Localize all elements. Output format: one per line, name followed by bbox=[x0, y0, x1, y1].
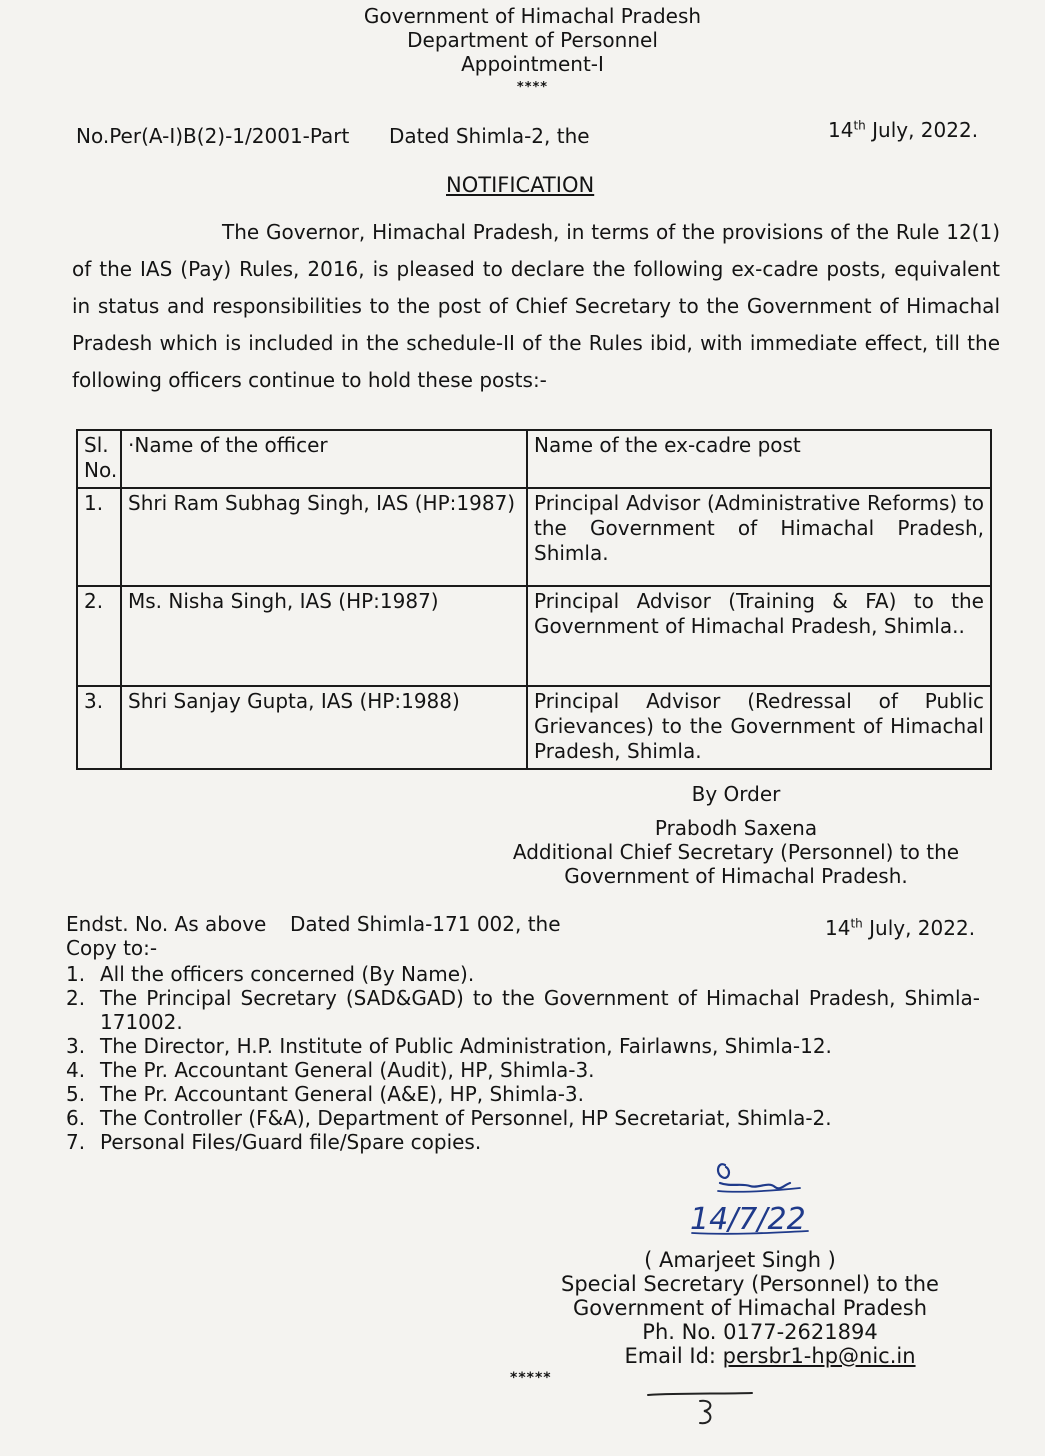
handwritten-date: 14/7/22 bbox=[690, 1202, 806, 1237]
row-officer: Shri Ram Subhag Singh, IAS (HP:1987) bbox=[121, 488, 527, 586]
list-item bbox=[60, 1106, 1010, 1130]
header-section: Appointment-I bbox=[461, 52, 604, 76]
row-sl: 2. bbox=[77, 586, 121, 686]
endorsement-date-rest: July, 2022. bbox=[862, 916, 976, 940]
row-sl: 1. bbox=[77, 488, 121, 586]
reference-date-rest: July, 2022. bbox=[865, 118, 979, 142]
row-sl: 3. bbox=[77, 686, 121, 769]
list-item-number: 2. bbox=[66, 986, 86, 1010]
signatory-designation-line1: Special Secretary (Personnel) to the bbox=[561, 1272, 939, 1296]
reference-number: No.Per(A-I)B(2)-1/2001-Part bbox=[76, 124, 350, 148]
list-item-number: 3. bbox=[66, 1034, 86, 1058]
header-ex-cadre-post: Name of the ex-cadre post bbox=[527, 430, 991, 488]
signatory-email-link[interactable]: persbr1-hp@nic.in bbox=[722, 1344, 916, 1368]
reference-date-suffix: th bbox=[853, 118, 866, 133]
endorsement-date-day: 14 bbox=[825, 916, 851, 940]
row-post: Principal Advisor (Training & FA) to the Government of Himachal Pradesh, Shimla.. bbox=[527, 586, 991, 686]
list-item-text: Personal Files/Guard file/Spare copies. bbox=[100, 1130, 482, 1154]
signatory-phone: Ph. No. 0177-2621894 bbox=[642, 1320, 878, 1344]
table-row bbox=[77, 686, 991, 769]
list-item-text: The Controller (F&A), Department of Personnel, HP Secretariat, Shimla-2. bbox=[100, 1106, 832, 1130]
list-item-text: The Director, H.P. Institute of Public Administration, Fairlawns, Shimla-12. bbox=[100, 1034, 832, 1058]
endorsement-date bbox=[825, 916, 975, 940]
list-item-text: The Pr. Accountant General (Audit), HP, Shimla-3. bbox=[100, 1058, 595, 1082]
officers-table bbox=[76, 429, 992, 770]
list-item bbox=[60, 962, 1010, 986]
order-block bbox=[496, 782, 1016, 888]
order-signatory-name: Prabodh Saxena bbox=[654, 816, 818, 840]
notification-body-text: The Governor, Himachal Pradesh, in terms of the provisions of the Rule 12(1) of the IAS (Pay) Rules, 2016, is pleased to declare the following ex-cadre posts, equivalent in status and responsibilities to the post of Chief Secretary to the Government of Himachal Pradesh which is included in the schedule-II of the Rules ibid, with immediate effect, till the following officers continue to hold these posts:- bbox=[72, 220, 1000, 392]
row-post: Principal Advisor (Redressal of Public Grievances) to the Government of Himachal Pradesh, Shimla. bbox=[527, 686, 991, 769]
list-item bbox=[60, 1082, 1010, 1106]
list-item-text: The Principal Secretary (SAD&GAD) to the Government of Himachal Pradesh, Shimla-171002. bbox=[100, 986, 980, 1034]
endorsement-date-suffix: th bbox=[850, 916, 863, 931]
handwritten-signature bbox=[680, 1153, 820, 1238]
list-item-number: 5. bbox=[66, 1082, 86, 1106]
order-designation-line1: Additional Chief Secretary (Personnel) to the bbox=[512, 840, 960, 864]
reference-dated-label: Dated Shimla-2, the bbox=[389, 124, 590, 148]
row-post: Principal Advisor (Administrative Reforms) to the Government of Himachal Pradesh, Shimla. bbox=[527, 488, 991, 586]
notification-body bbox=[72, 214, 1000, 399]
notification-title: NOTIFICATION bbox=[446, 173, 595, 197]
header-department-block bbox=[0, 4, 1045, 100]
header-sl-no: Sl. No. bbox=[77, 430, 121, 488]
copy-to-label: Copy to:- bbox=[66, 936, 158, 960]
header-government: Government of Himachal Pradesh bbox=[363, 4, 702, 28]
reference-date bbox=[828, 118, 978, 142]
pen-mark-icon bbox=[640, 1385, 760, 1435]
table-row bbox=[77, 586, 991, 686]
copy-to-list bbox=[60, 962, 1010, 1154]
endorsement-label: Endst. No. As above bbox=[66, 912, 267, 936]
header-officer-name: ·Name of the officer bbox=[121, 430, 527, 488]
list-item-number: 7. bbox=[66, 1130, 86, 1154]
row-officer: Shri Sanjay Gupta, IAS (HP:1988) bbox=[121, 686, 527, 769]
signatory-designation-line2: Government of Himachal Pradesh bbox=[572, 1296, 928, 1320]
reference-date-day: 14 bbox=[828, 118, 854, 142]
endorsement-dated-label: Dated Shimla-171 002, the bbox=[290, 912, 561, 936]
row-officer: Ms. Nisha Singh, IAS (HP:1987) bbox=[121, 586, 527, 686]
table-row bbox=[77, 488, 991, 586]
signatory-name: ( Amarjeet Singh ) bbox=[644, 1248, 836, 1272]
by-order: By Order bbox=[691, 782, 781, 806]
signatory-email-label: Email Id: bbox=[624, 1344, 723, 1368]
header-department: Department of Personnel bbox=[407, 28, 658, 52]
order-designation-line2: Government of Himachal Pradesh. bbox=[564, 864, 908, 888]
footer-stars: ***** bbox=[510, 1370, 552, 1386]
header-stars: **** bbox=[516, 80, 549, 95]
signatory-block bbox=[560, 1248, 940, 1368]
list-item bbox=[60, 1034, 1010, 1058]
list-item-text: All the officers concerned (By Name). bbox=[100, 962, 475, 986]
list-item bbox=[60, 1130, 1010, 1154]
signatory-email-line bbox=[600, 1344, 940, 1368]
list-item bbox=[60, 1058, 1010, 1082]
list-item-number: 4. bbox=[66, 1058, 86, 1082]
list-item bbox=[60, 986, 1010, 1034]
list-item-number: 6. bbox=[66, 1106, 86, 1130]
table-header-row bbox=[77, 430, 991, 488]
list-item-number: 1. bbox=[66, 962, 86, 986]
list-item-text: The Pr. Accountant General (A&E), HP, Shimla-3. bbox=[100, 1082, 584, 1106]
